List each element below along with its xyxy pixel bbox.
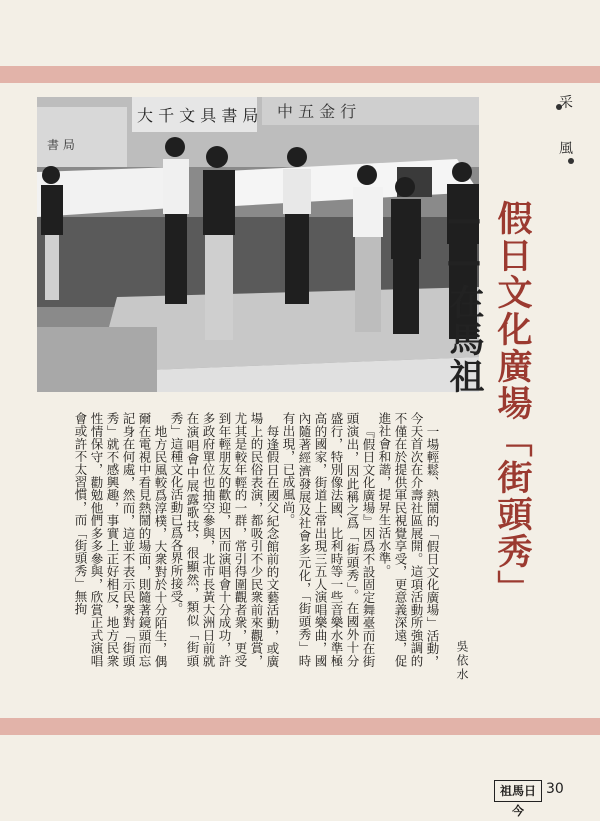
article-title xyxy=(444,200,536,620)
shop-sign-top: 中 五 金 行 xyxy=(277,102,357,121)
page-number: 30 xyxy=(546,781,564,797)
body-paragraph: 每逢假日在國父紀念館前的文藝活動，或廣場上的民俗表演，都吸引不少民衆前來觀賞，尤其是較年輕的一群，常引得圍觀者衆，更受到年輕朋友的歡迎，因而演唱會十分成功，許多政府單位也抽空參與，北市長黃大洲日前就在演唱會中展露歌技，很顯然，類似「街頭秀」這種文化活動已爲各界所接受。 xyxy=(169,412,280,667)
section-label-char: 風 xyxy=(559,141,573,157)
top-color-band xyxy=(0,66,600,83)
section-dot xyxy=(568,158,574,164)
newspaper-logo: 祖馬日今 xyxy=(494,780,542,802)
street-performance-photo xyxy=(37,97,479,392)
title-dash: —— xyxy=(444,200,484,284)
shop-sign-main: 大 千 文 具 書 局 xyxy=(137,106,259,125)
author-name: 吳依水 xyxy=(455,640,469,682)
body-paragraph: 地方民風較爲淳樸，大衆對於十分陌生，偶爾在電視中看見熱鬧的場面，則隨著鏡頭而忘記身在何處，然而，這並不表示民衆對「街頭秀」就不感興趣，事實上正好相反，地方民衆性情保守，勸勉他們多多參與，欣賞正式演唱會或許不太習慣，而「街頭秀」無拘 xyxy=(73,412,168,667)
body-paragraph: 一場輕鬆、熱鬧的「假日文化廣場」活動，今天首次在介壽社區展開。這項活動所強調的不僅在於提供軍民視覺享受，更意義深遠，促進社會和諧，提昇生活水準。 xyxy=(377,412,440,667)
shop-sign-left: 書 局 xyxy=(47,138,75,152)
title-sub: 在馬祖 xyxy=(444,284,484,395)
article-body xyxy=(56,412,440,667)
bottom-color-band xyxy=(0,718,600,735)
title-main: 假日文化廣場「街頭秀」 xyxy=(492,200,532,607)
section-label-char: 采 xyxy=(559,95,573,111)
body-paragraph: 『假日文化廣場』因爲不設固定舞臺而在街頭演出，因此稱之爲「街頭秀」。在國外十分盛行，特別像法國、比利時等一些音樂水準極高的國家，街道上常出現三五人演唱樂曲，國內隨著經濟發展及社會多元化，「街頭秀」時有出現，已成風尚。 xyxy=(281,412,376,667)
